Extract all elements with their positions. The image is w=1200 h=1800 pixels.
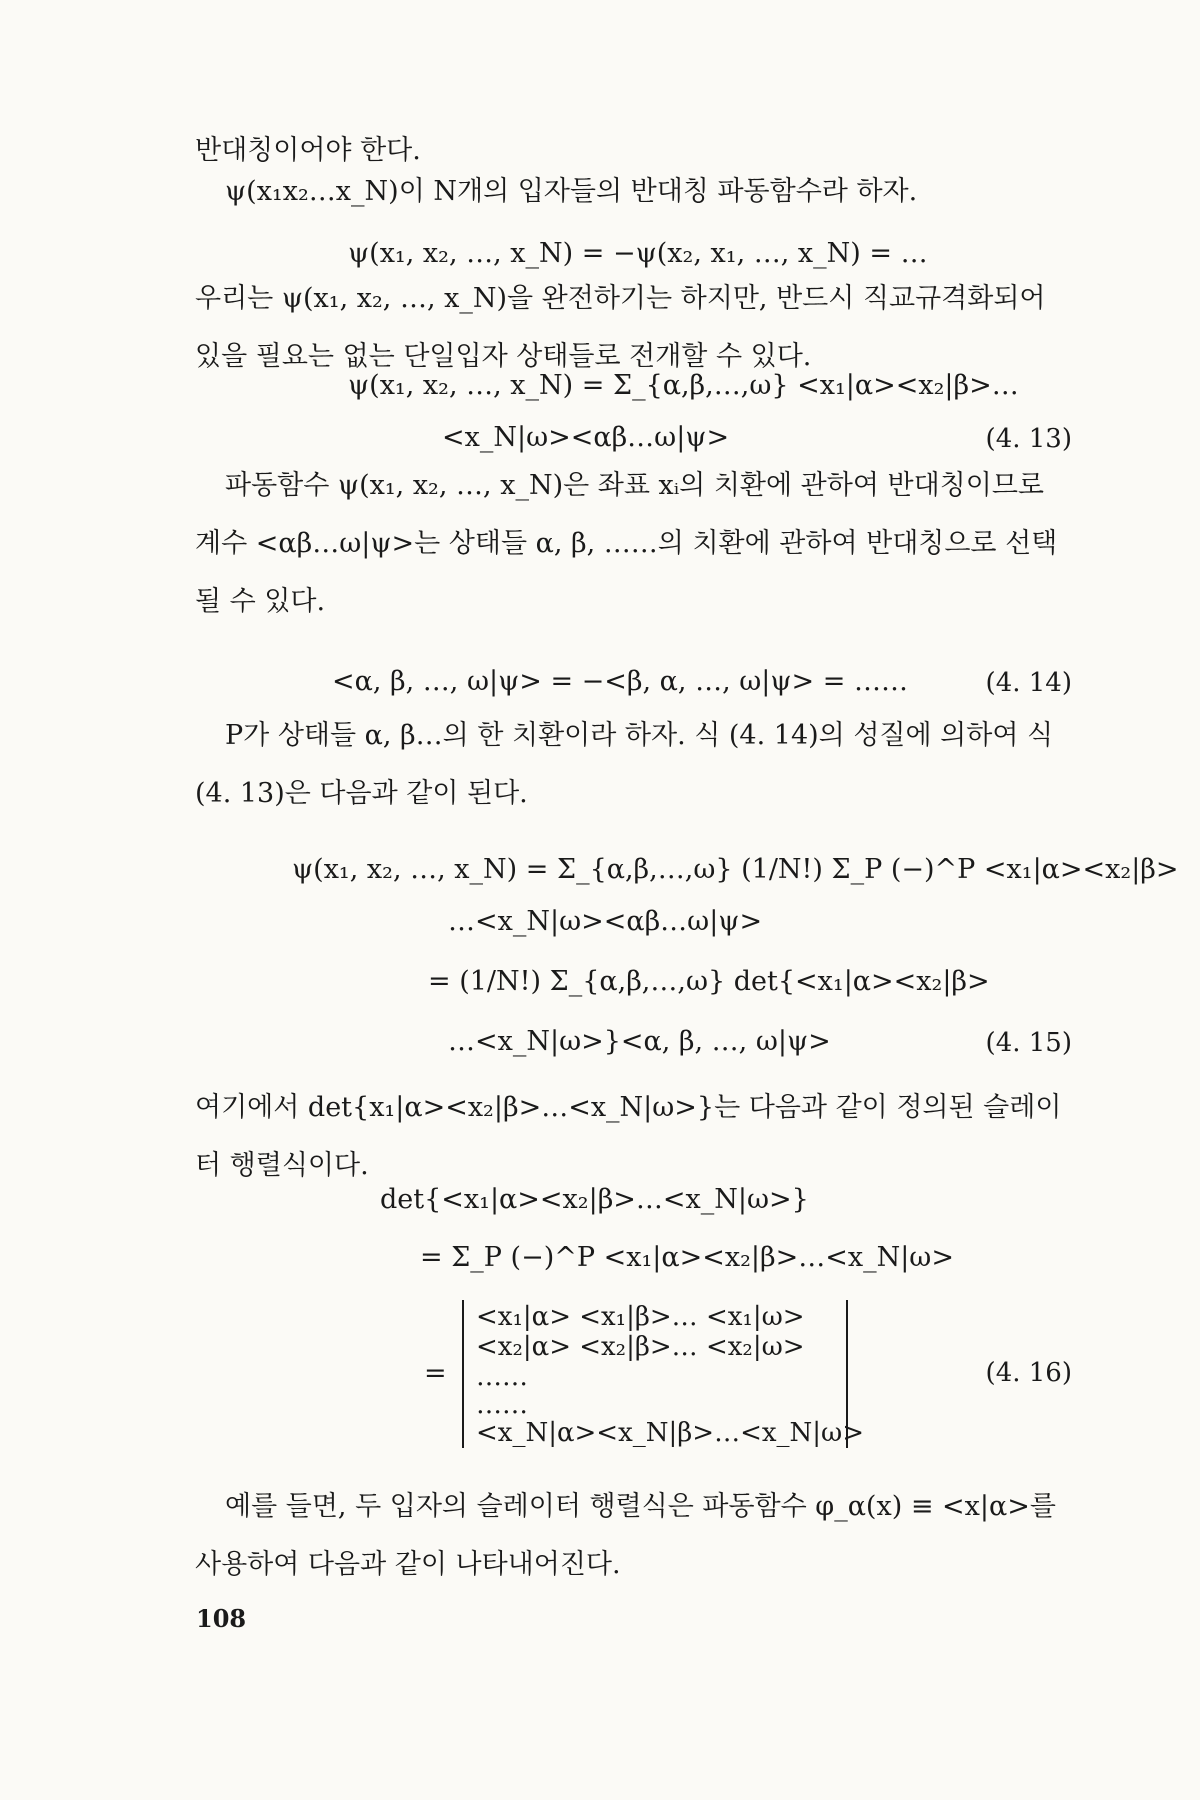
equation-4-15-line4: …<x_N|ω>}<α, β, …, ω|ψ> [448, 1026, 831, 1057]
equation-4-16-line2: = Σ_P (−)^P <x₁|α><x₂|β>…<x_N|ω> [420, 1242, 954, 1273]
equals-sign: = [424, 1358, 447, 1389]
equation-4-15-line3: = (1/N!) Σ_{α,β,…,ω} det{<x₁|α><x₂|β> [428, 966, 990, 997]
equation-number: (4. 14) [985, 668, 1072, 698]
paragraph: P가 상태들 α, β…의 한 치환이라 하자. 식 (4. 14)의 성질에 의하여 식 (4. 13)은 다음과 같이 된다. [195, 720, 1054, 809]
equation-4-13-line2: <x_N|ω><αβ…ω|ψ> [442, 422, 730, 453]
paragraph: 여기에서 det{x₁|α><x₂|β>…<x_N|ω>}는 다음과 같이 정의된 슬레이터 행렬식이다. [195, 1092, 1062, 1181]
equation: ψ(x₁, x₂, …, x_N) = −ψ(x₂, x₁, …, x_N) = … [348, 238, 928, 269]
equation-number: (4. 13) [985, 424, 1072, 454]
determinant-row: <x₁|α> <x₁|β>… <x₁|ω> [476, 1302, 805, 1332]
paragraph: 예를 들면, 두 입자의 슬레이터 행렬식은 파동함수 φ_α(x) ≡ <x|α>를 사용하여 다음과 같이 나타내어진다. [195, 1491, 1056, 1580]
determinant-row: …… [476, 1362, 528, 1392]
equation-4-13-line1: ψ(x₁, x₂, …, x_N) = Σ_{α,β,…,ω} <x₁|α><x₂|β>… [348, 370, 1019, 401]
paragraph: 파동함수 ψ(x₁, x₂, …, x_N)은 좌표 xᵢ의 치환에 관하여 반대칭이므로 계수 <αβ…ω|ψ>는 상태들 α, β, ……의 치환에 관하여 반대칭으로 선택될 수 있다. [195, 470, 1058, 617]
equation-number: (4. 15) [985, 1028, 1072, 1058]
page-number: 108 [196, 1604, 247, 1633]
equation-4-15-line1: ψ(x₁, x₂, …, x_N) = Σ_{α,β,…,ω} (1/N!) Σ_P (−)^P <x₁|α><x₂|β> [292, 854, 1179, 885]
equation-4-16-line1: det{<x₁|α><x₂|β>…<x_N|ω>} [380, 1184, 809, 1215]
equation-number: (4. 16) [985, 1358, 1072, 1388]
text-line: ψ(x₁x₂…x_N)이 N개의 입자들의 반대칭 파동함수라 하자. [225, 176, 918, 207]
determinant-row: <x₂|α> <x₂|β>… <x₂|ω> [476, 1332, 805, 1362]
equation-4-15-line2: …<x_N|ω><αβ…ω|ψ> [448, 906, 763, 937]
determinant-row: <x_N|α><x_N|β>…<x_N|ω> [476, 1418, 865, 1448]
equation-4-14: <α, β, …, ω|ψ> = −<β, α, …, ω|ψ> = …… [332, 666, 908, 697]
paragraph: 우리는 ψ(x₁, x₂, …, x_N)을 완전하기는 하지만, 반드시 직교규격화되어 있을 필요는 없는 단일입자 상태들로 전개할 수 있다. [195, 283, 1046, 372]
determinant-row: …… [476, 1390, 528, 1420]
text-line: 반대칭이어야 한다. [195, 135, 421, 166]
